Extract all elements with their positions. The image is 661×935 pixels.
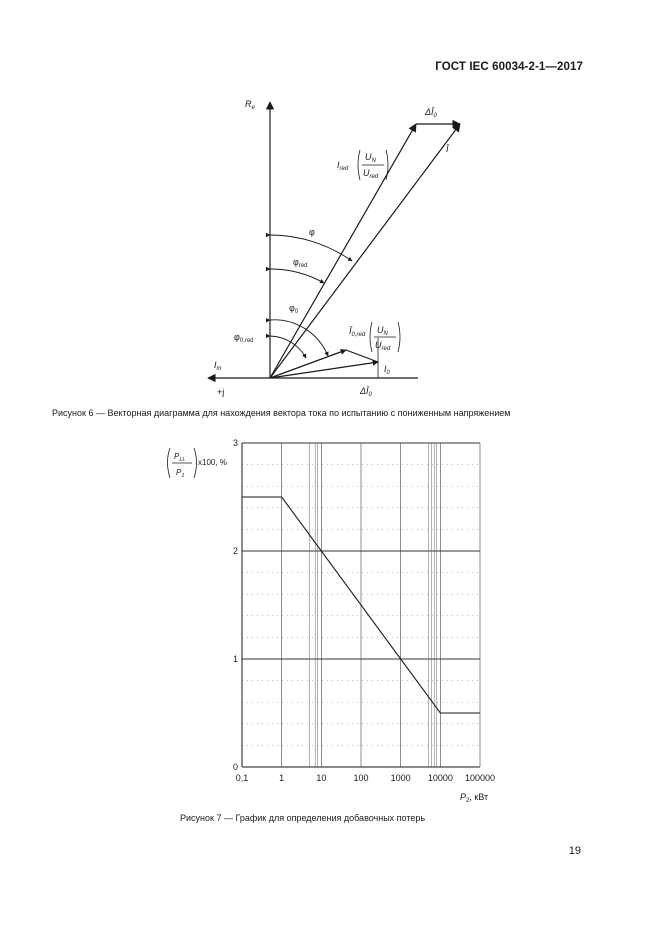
x-axis-label: $P_2$, кВт xyxy=(460,792,489,804)
y-tick-label: 0 xyxy=(232,762,238,772)
phi-red-label: $\varphi_{red}$ xyxy=(293,257,308,269)
phi0-label: $\varphi_0$ xyxy=(289,303,299,315)
delta-i0-connector xyxy=(346,350,378,362)
page-number: 19 xyxy=(568,845,581,857)
plus-j-label: +j xyxy=(217,387,225,397)
svg-text:х100, %: х100, % xyxy=(198,458,227,467)
phi0-arc xyxy=(270,320,328,356)
x-tick-label: 0,1 xyxy=(235,773,249,783)
y-axis-label xyxy=(168,448,227,479)
x-tick-label: 100 xyxy=(353,773,369,783)
un-label: $U_N$ xyxy=(365,152,376,164)
x-tick-label: 10 xyxy=(316,773,327,783)
y-tick-label: 1 xyxy=(232,654,238,664)
svg-text:P1: $P_1$ xyxy=(176,468,185,479)
svg-text:PLL: $P_{LL}$ xyxy=(174,452,186,463)
axis-re-label: $R_e$ xyxy=(245,99,255,111)
x-tick-label: 1 xyxy=(279,773,285,783)
un-label-2: $U_N$ xyxy=(377,325,388,337)
phi-red-arc xyxy=(270,269,324,283)
i-vector xyxy=(270,124,460,378)
delta-i0-top-label: $\Delta Ī_0$ xyxy=(425,107,437,119)
x-tick-label: 100000 xyxy=(464,773,496,783)
phi-label: φ xyxy=(309,227,315,237)
i0-red-vector xyxy=(270,350,346,378)
y-tick-label: 2 xyxy=(232,546,238,556)
ured-label: $U_{red}$ xyxy=(363,168,379,180)
axis-im-label: $I_m$ xyxy=(214,360,222,372)
i0-vector xyxy=(270,362,378,378)
x-tick-label: 1000 xyxy=(390,773,411,783)
phi0-red-label: $\varphi_{0,red}$ xyxy=(234,332,254,344)
i0-red-label: $Ī_{0,red}$ xyxy=(349,326,366,338)
i-red-label: $I_{red}$ xyxy=(337,160,349,172)
vector-diagram xyxy=(0,0,661,400)
y-tick-label: 3 xyxy=(232,438,238,448)
x-tick-label: 10000 xyxy=(427,773,453,783)
loss-chart xyxy=(0,430,661,805)
i-bar-label: Ī xyxy=(446,144,449,154)
ured-label-2: $U_{red}$ xyxy=(375,340,391,352)
figure7-caption: Рисунок 7 — График для определения добавочных потерь xyxy=(180,813,426,823)
i-red-vector xyxy=(270,124,416,378)
i0-label: $I_0$ xyxy=(384,364,390,376)
figure6-caption: Рисунок 6 — Векторная диаграмма для нахождения вектора тока по испытанию с пониженным напряжением xyxy=(52,408,511,418)
delta-i0-bottom-label: $\Delta Ī_0$ xyxy=(360,386,372,398)
standard-designation: ГОСТ IEC 60034-2-1—2017 xyxy=(435,61,583,73)
